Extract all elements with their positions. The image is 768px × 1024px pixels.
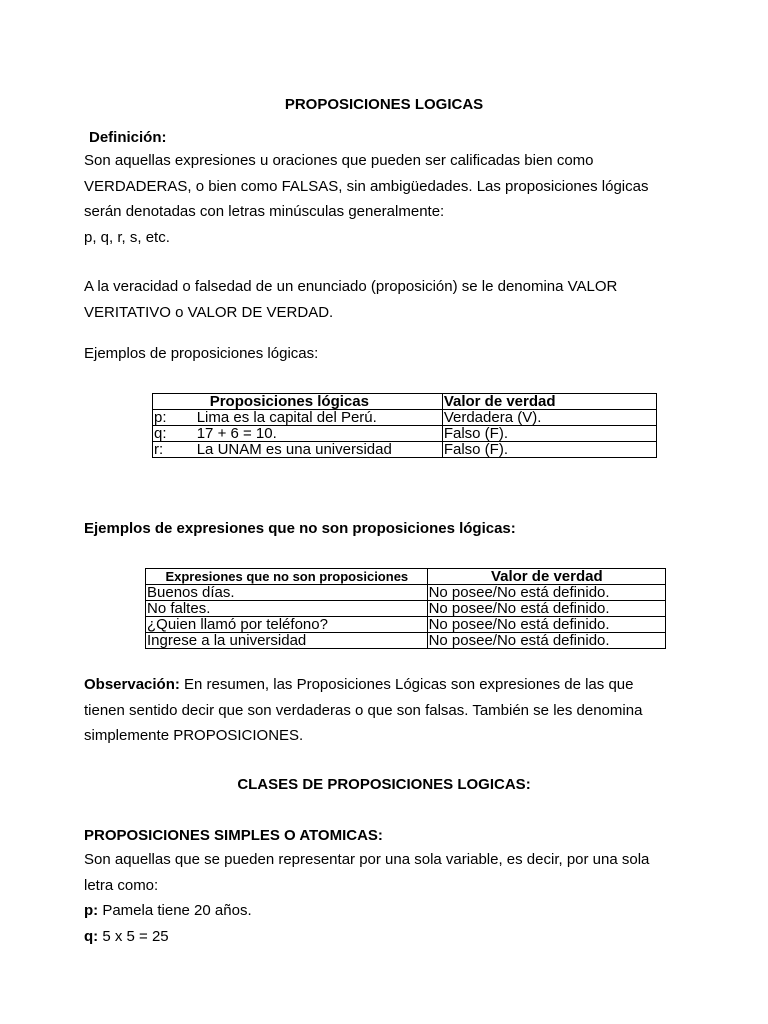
truth-value-cell: No posee/No está definido. [427,617,665,633]
truth-value-cell: Falso (F). [442,426,656,442]
observation-line: simplemente PROPOSICIONES. [84,727,304,744]
table-header-row [153,394,657,410]
example-text: Pamela tiene 20 años. [98,902,252,919]
truth-value-cell: Falso (F). [442,442,656,458]
veracity-line: A la veracidad o falsedad de un enunciado (proposición) se le denomina VALOR [84,278,618,295]
non-propositions-label: Ejemplos de expresiones que no son proposiciones lógicas: [84,520,516,537]
non-propositions-table [145,568,666,649]
table-row [153,442,657,458]
proposition-cell: 17 + 6 = 10. [196,426,443,442]
simple-propositions-text [84,847,704,949]
truth-value-cell: No posee/No está definido. [427,601,665,617]
observation-text [84,672,704,749]
observation-line: tienen sentido decir que son verdaderas o que son falsas. También se les denomina [84,701,643,719]
example-line [84,924,704,950]
example-text: 5 x 5 = 25 [98,927,169,945]
definition-line: VERDADERAS, o bien como FALSAS, sin ambigüedades. Las proposiciones lógicas [84,177,649,195]
definition-line: Son aquellas expresiones u oraciones que pueden ser calificadas bien como [84,152,594,169]
paragraph-line: Son aquellas que se pueden representar por una sola variable, es decir, por una sola [84,851,650,868]
definition-line: p, q, r, s, etc. [84,228,170,246]
page-title: PROPOSICIONES LOGICAS [284,96,484,113]
table-row [146,617,666,633]
example-variable: p: [84,902,99,919]
definition-text [84,148,704,250]
paragraph-line: letra como: [84,876,159,894]
table-row [146,633,666,649]
definition-heading: Definición: [89,129,167,146]
subsection-heading: PROPOSICIONES SIMPLES O ATOMICAS: [84,827,383,844]
propositions-table [152,393,657,458]
truth-value-cell: Verdadera (V). [442,410,656,426]
truth-value-cell: No posee/No está definido. [427,585,665,601]
veracity-line: VERITATIVO o VALOR DE VERDAD. [84,303,334,321]
observation-line: En resumen, las Proposiciones Lógicas son expresiones de las que [179,676,634,693]
variable-cell: q: [153,426,196,442]
column-header: Expresiones que no son proposiciones [146,569,428,585]
table-row [153,426,657,442]
table-row [146,585,666,601]
example-line [84,898,704,924]
table-header-row [146,569,666,585]
column-header: Proposiciones lógicas [196,394,443,410]
truth-value-cell: No posee/No está definido. [427,633,665,649]
table-row [146,601,666,617]
expression-cell: ¿Quien llamó por teléfono? [146,617,428,633]
expression-cell: Ingrese a la universidad [146,633,428,649]
expression-cell: Buenos días. [146,585,428,601]
variable-cell: p: [153,410,196,426]
observation-label: Observación: [84,676,180,693]
expression-cell: No faltes. [146,601,428,617]
column-header: Valor de verdad [442,394,656,410]
examples-label: Ejemplos de proposiciones lógicas: [84,345,319,362]
section-title: CLASES DE PROPOSICIONES LOGICAS: [237,776,531,793]
proposition-cell: La UNAM es una universidad [196,442,443,458]
variable-cell: r: [153,442,196,458]
example-variable: q: [84,927,99,945]
definition-line: serán denotadas con letras minúsculas generalmente: [84,203,445,220]
veracity-text [84,274,704,325]
table-row [153,410,657,426]
column-header: Valor de verdad [427,569,665,585]
proposition-cell: Lima es la capital del Perú. [196,410,443,426]
